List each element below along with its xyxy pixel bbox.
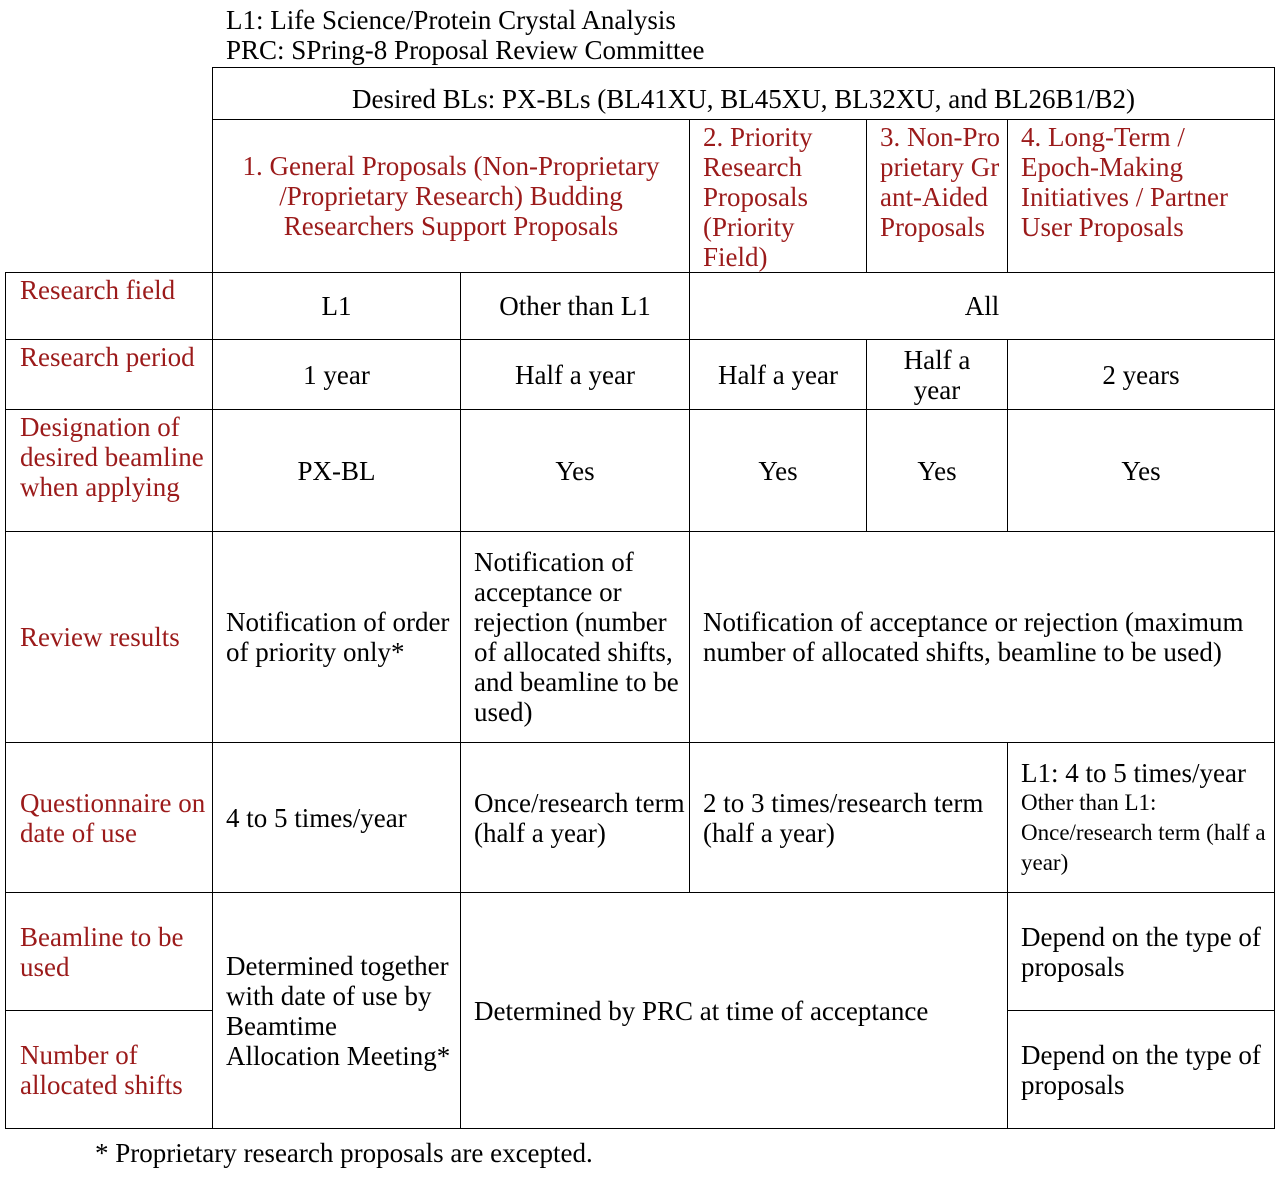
questionnaire-longterm-other: Other than L1: Once/research term (half a year) — [1021, 789, 1266, 875]
row-header-research-period: Research period — [6, 340, 213, 410]
research-period-other: Half a year — [461, 340, 690, 410]
questionnaire-priority-nonprop: 2 to 3 times/research term (half a year) — [690, 743, 1008, 893]
shifts-longterm: Depend on the type of proposals — [1008, 1011, 1275, 1129]
research-field-all: All — [690, 273, 1275, 340]
questionnaire-other: Once/research term (half a year) — [461, 743, 690, 893]
research-period-l1: 1 year — [213, 340, 461, 410]
designation-l1: PX-BL — [213, 410, 461, 532]
beamline-longterm: Depend on the type of proposals — [1008, 893, 1275, 1011]
row-header-designation: Designation of desired beamline when applying — [6, 410, 213, 532]
col-header-longterm-proposals: 4. Long-Term / Epoch-Making Initiatives / Partner User Proposals — [1008, 120, 1275, 273]
research-field-l1: L1 — [213, 273, 461, 340]
col-header-priority-proposals: 2. Priority Research Proposals (Priority Field) — [690, 120, 867, 273]
designation-priority: Yes — [690, 410, 867, 532]
desired-bls-header: Desired BLs: PX-BLs (BL41XU, BL45XU, BL32XU, and BL26B1/B2) — [213, 68, 1275, 120]
designation-other: Yes — [461, 410, 690, 532]
research-period-longterm: 2 years — [1008, 340, 1275, 410]
legend-l1: L1: Life Science/Protein Crystal Analysis — [226, 5, 676, 35]
footnote: * Proprietary research proposals are excepted. — [95, 1138, 593, 1168]
corner-blank-cell — [6, 68, 213, 273]
research-period-nonprop: Half a year — [867, 340, 1008, 410]
col-header-general-proposals: 1. General Proposals (Non-Proprietary /Proprietary Research) Budding Researchers Support Proposals — [213, 120, 690, 273]
designation-nonprop: Yes — [867, 410, 1008, 532]
questionnaire-longterm-l1: L1: 4 to 5 times/year — [1021, 757, 1246, 788]
questionnaire-longterm — [1008, 743, 1275, 893]
row-header-shifts: Number of allocated shifts — [6, 1011, 213, 1129]
row-header-research-field: Research field — [6, 273, 213, 340]
designation-longterm: Yes — [1008, 410, 1275, 532]
row-header-beamline: Beamline to be used — [6, 893, 213, 1011]
beamline-shifts-middle: Determined by PRC at time of acceptance — [461, 893, 1008, 1129]
review-l1: Notification of order of priority only* — [213, 532, 461, 743]
research-field-other: Other than L1 — [461, 273, 690, 340]
review-other: Notification of acceptance or rejection (number of allocated shifts, and beamline to be used) — [461, 532, 690, 743]
questionnaire-l1: 4 to 5 times/year — [213, 743, 461, 893]
research-period-priority: Half a year — [690, 340, 867, 410]
legend-prc: PRC: SPring-8 Proposal Review Committee — [226, 35, 705, 65]
proposal-comparison-table — [5, 67, 1275, 1129]
row-header-questionnaire: Questionnaire on date of use — [6, 743, 213, 893]
row-header-review-results: Review results — [6, 532, 213, 743]
review-rest: Notification of acceptance or rejection (maximum number of allocated shifts, beamline to be used) — [690, 532, 1275, 743]
beamline-shifts-l1: Determined together with date of use by Beamtime Allocation Meeting* — [213, 893, 461, 1129]
col-header-nonproprietary-proposals: 3. Non-Proprietary Grant-Aided Proposals — [867, 120, 1008, 273]
